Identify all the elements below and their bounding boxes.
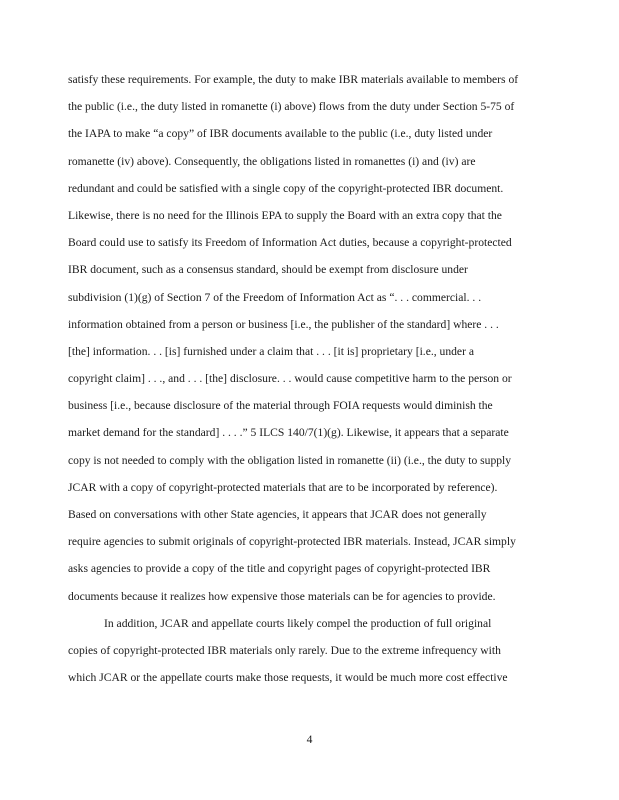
text-line: asks agencies to provide a copy of the title and copyright pages of copyright-protected IBR xyxy=(68,562,491,576)
text-line: IBR document, such as a consensus standard, should be exempt from disclosure under xyxy=(68,263,468,277)
text-line: market demand for the standard] . . . .” 5 ILCS 140/7(1)(g). Likewise, it appears that a separate xyxy=(68,426,509,440)
text-line: the public (i.e., the duty listed in romanette (i) above) flows from the duty under Section 5-75 of xyxy=(68,100,515,114)
text-line: subdivision (1)(g) of Section 7 of the Freedom of Information Act as “. . . commercial. . . xyxy=(68,290,482,304)
text-line: copyright claim] . . ., and . . . [the] disclosure. . . would cause competitive harm to the person or xyxy=(68,372,512,386)
text-line: require agencies to submit originals of copyright-protected IBR materials. Instead, JCAR simply xyxy=(68,535,516,549)
text-line: information obtained from a person or business [i.e., the publisher of the standard] where . . . xyxy=(68,317,499,331)
text-line: In addition, JCAR and appellate courts likely compel the production of full original xyxy=(104,616,492,630)
text-line: copies of copyright-protected IBR materials only rarely. Due to the extreme infrequency with xyxy=(68,643,501,657)
page-number: 4 xyxy=(306,733,313,746)
text-line: Board could use to satisfy its Freedom of Information Act duties, because a copyright-protected xyxy=(68,236,512,250)
text-line: the IAPA to make “a copy” of IBR documents available to the public (i.e., duty listed under xyxy=(68,127,493,141)
text-line: business [i.e., because disclosure of the material through FOIA requests would diminish the xyxy=(68,399,493,413)
text-line: documents because it realizes how expensive those materials can be for agencies to provide. xyxy=(68,589,496,603)
text-line: which JCAR or the appellate courts make those requests, it would be much more cost effective xyxy=(68,671,508,685)
text-line: [the] information. . . [is] furnished under a claim that . . . [it is] proprietary [i.e., under a xyxy=(68,344,474,358)
body-text xyxy=(68,66,544,691)
text-line: satisfy these requirements. For example, the duty to make IBR materials available to members of xyxy=(68,73,519,86)
text-line: Likewise, there is no need for the Illinois EPA to supply the Board with an extra copy that the xyxy=(68,208,502,222)
text-line: redundant and could be satisfied with a single copy of the copyright-protected IBR document. xyxy=(68,181,504,195)
paragraph-2 xyxy=(68,610,544,692)
text-line: Based on conversations with other State agencies, it appears that JCAR does not generally xyxy=(68,508,487,521)
text-line: romanette (iv) above). Consequently, the obligations listed in romanettes (i) and (iv) are xyxy=(68,154,476,168)
text-line: copy is not needed to comply with the obligation listed in romanette (ii) (i.e., the duty to supply xyxy=(68,453,512,467)
paragraph-1 xyxy=(68,66,544,610)
text-line: JCAR with a copy of copyright-protected materials that are to be incorporated by reference). xyxy=(68,480,498,494)
